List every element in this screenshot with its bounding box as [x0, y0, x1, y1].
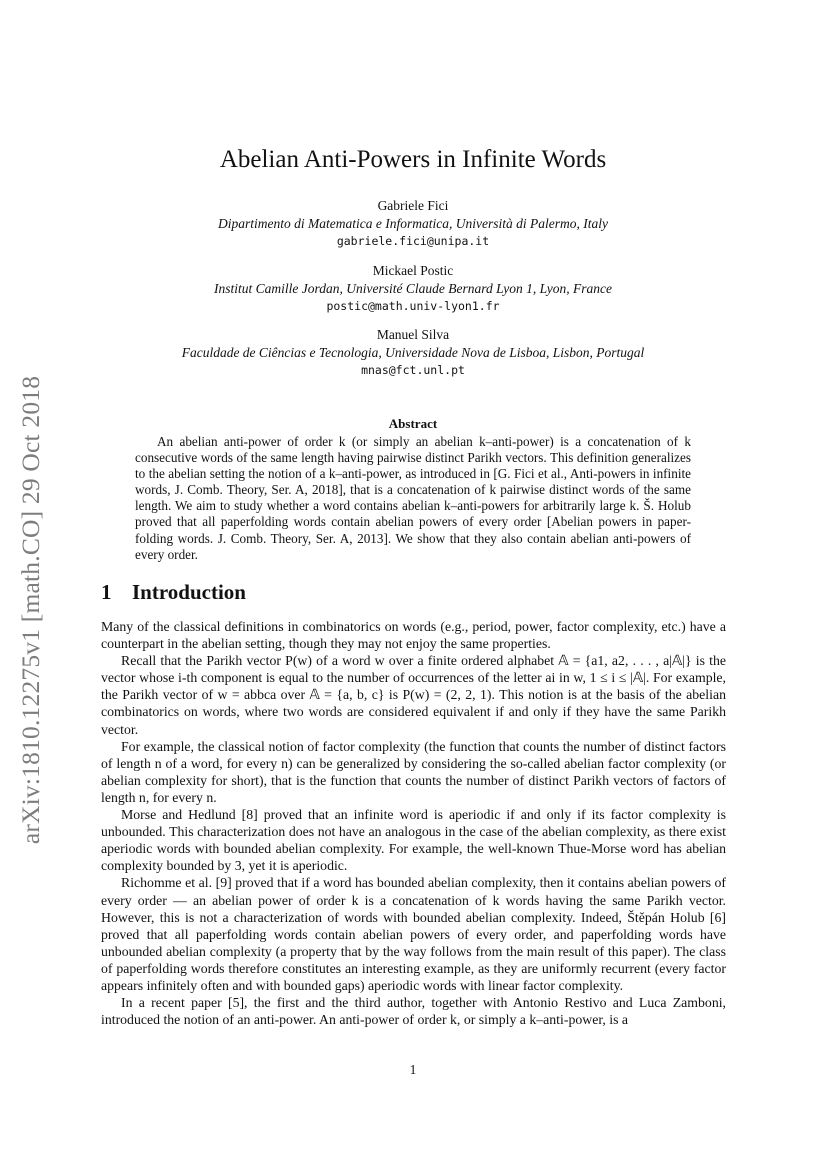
author-name: Manuel Silva: [376, 327, 450, 342]
arxiv-sidebar: [6, 318, 56, 903]
section-title: Introduction: [132, 580, 246, 604]
body-paragraph: In a recent paper [5], the first and the third author, together with Antonio Restivo and Luca Zamboni, introduced the notion of an anti-power. An anti-power of order k, or simply a k–anti-power, is a: [101, 995, 726, 1028]
author-block: [0, 197, 826, 250]
author-name: Gabriele Fici: [377, 198, 449, 213]
arxiv-identifier[interactable]: arXiv:1810.12275v1 [math.CO] 29 Oct 2018: [16, 375, 45, 845]
author-affiliation: Faculdade de Ciências e Tecnologia, Universidade Nova de Lisboa, Lisbon, Portugal: [181, 345, 645, 360]
body-text: [101, 618, 726, 1028]
body-paragraph: Richomme et al. [9] proved that if a word has bounded abelian complexity, then it contains abelian powers of every order — an abelian power of order k is a concatenation of k words having the same Parikh vector. However, this is not a characterization of words with bounded abelian complexity. Indeed, Štěpán Holub [6] proved that all paperfolding words contain abelian powers of every order, and paperfolding words have unbounded abelian complexity (a property that by the way follows from the main result of this paper). The class of paperfolding words therefore constitutes an interesting example, as they are uniformly recurrent (every factor appears infinitely often and with bounded gaps) aperiodic words with linear factor complexity.: [101, 875, 726, 993]
body-paragraph: Many of the classical definitions in combinatorics on words (e.g., period, power, factor complexity, etc.) have a counterpart in the abelian setting, though they may not enjoy the same properties.: [101, 619, 726, 652]
author-affiliation: Dipartimento di Matematica e Informatica, Università di Palermo, Italy: [218, 216, 608, 231]
author-email[interactable]: mnas@fct.unl.pt: [361, 363, 465, 377]
section-number: 1: [101, 580, 112, 604]
author-email[interactable]: gabriele.fici@unipa.it: [336, 234, 490, 248]
body-paragraph: Recall that the Parikh vector P(w) of a word w over a finite ordered alphabet 𝔸 = {a1, a2, . . . , a|𝔸|} is the vector whose i-th component is equal to the number of occurrences of the letter ai in w, 1 ≤ i ≤ |𝔸|. For example, the Parikh vector of w = abbca over 𝔸 = {a, b, c} is P(w) = (2, 2, 1). This notion is at the basis of the abelian combinatorics on words, where two words are considered equivalent if and only if they have the same Parikh vector.: [101, 653, 726, 737]
author-block: [0, 326, 826, 379]
abstract-text: An abelian anti-power of order k (or simply an abelian k–anti-power) is a concatenation of k consecutive words of the same length having pairwise distinct Parikh vectors. This definition generalizes to the abelian setting the notion of a k–anti-power, as introduced in [G. Fici et al., Anti-powers in infinite words, J. Comb. Theory, Ser. A, 2018], that is a concatenation of k pairwise distinct words of the same length. We aim to study whether a word contains abelian k–anti-powers for arbitrarily large k. Š. Holub proved that all paperfolding words contain abelian powers of every order [Abelian powers in paper-folding words. J. Comb. Theory, Ser. A, 2013]. We show that they also contain abelian anti-powers of every order.: [135, 434, 691, 562]
page-number: 1: [409, 1062, 417, 1077]
body-paragraph: For example, the classical notion of factor complexity (the function that counts the number of distinct factors of length n of a word, for every n) can be generalized by considering the so-called abelian factor complexity (or abelian complexity for short), that is the function that counts the number of distinct Parikh vectors of factors of length n, for every n.: [101, 738, 726, 805]
abstract-heading: Abstract: [388, 416, 438, 431]
abstract-body: [135, 434, 691, 563]
author-block: [0, 262, 826, 315]
body-paragraph: Morse and Hedlund [8] proved that an infinite word is aperiodic if and only if its factor complexity is unbounded. This characterization does not have an analogous in the case of the abelian complexity, as there exist aperiodic words with bounded abelian complexity. For example, the well-known Thue-Morse word has abelian complexity bounded by 3, yet it is aperiodic.: [101, 807, 726, 874]
author-affiliation: Institut Camille Jordan, Université Claude Bernard Lyon 1, Lyon, France: [214, 281, 612, 296]
author-name: Mickael Postic: [372, 263, 454, 278]
section-heading: [101, 580, 246, 605]
author-email[interactable]: postic@math.univ-lyon1.fr: [326, 299, 500, 313]
paper-title: Abelian Anti-Powers in Infinite Words: [219, 146, 607, 173]
